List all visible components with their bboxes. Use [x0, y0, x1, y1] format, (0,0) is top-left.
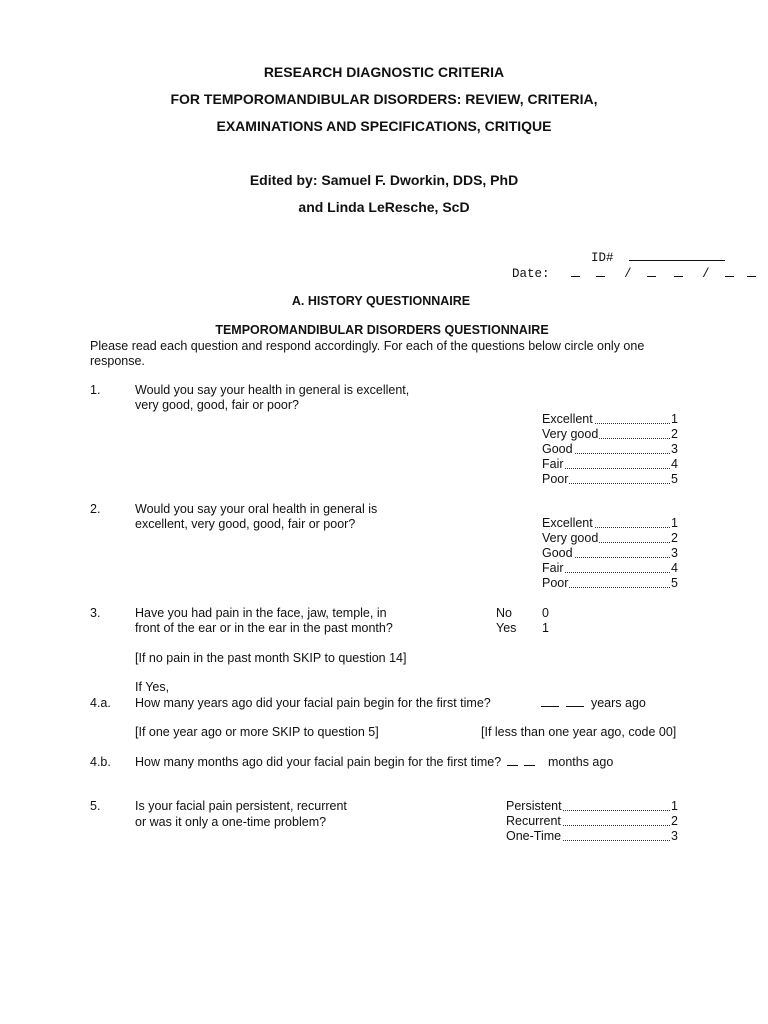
- q4a-text: How many years ago did your facial pain begin for the first time?: [135, 696, 491, 710]
- date-month-digit-1[interactable]: [571, 276, 580, 277]
- q2-option-excellent[interactable]: Excellent 1: [542, 516, 678, 530]
- q5-number: 5.: [90, 799, 101, 813]
- document-title-line-3: EXAMINATIONS AND SPECIFICATIONS, CRITIQUE: [216, 118, 552, 134]
- q4b-months-digit-2[interactable]: [524, 765, 535, 766]
- q1-number: 1.: [90, 383, 101, 397]
- date-day-digit-2[interactable]: [674, 276, 683, 277]
- q4a-years-digit-1[interactable]: [541, 706, 559, 707]
- q5-options: [506, 799, 678, 844]
- q3-yes-code: 1: [542, 621, 549, 635]
- q4b-suffix: months ago: [547, 755, 614, 769]
- section-heading: A. HISTORY QUESTIONNAIRE: [291, 294, 471, 308]
- q3-no-code: 0: [542, 606, 549, 620]
- q5-text-line-1: Is your facial pain persistent, recurrent: [135, 799, 347, 813]
- q1-option-good[interactable]: Good 3: [542, 442, 678, 456]
- date-day-digit-1[interactable]: [647, 276, 656, 277]
- id-row: [591, 251, 725, 265]
- q5-option-persistent[interactable]: Persistent 1: [506, 799, 678, 813]
- q2-option-poor[interactable]: Poor 5: [542, 576, 678, 590]
- q1-option-poor[interactable]: Poor 5: [542, 472, 678, 486]
- q4b-number: 4.b.: [90, 755, 111, 769]
- date-year-digit-1[interactable]: [725, 276, 734, 277]
- q4a-number: 4.a.: [90, 696, 111, 710]
- q2-number: 2.: [90, 502, 101, 516]
- q2-option-fair[interactable]: Fair 4: [542, 561, 678, 575]
- editors-line-1: Edited by: Samuel F. Dworkin, DDS, PhD: [249, 172, 519, 188]
- q4a-suffix: years ago: [590, 696, 646, 710]
- q4a-code-note: [If less than one year ago, code 00]: [481, 725, 677, 739]
- q3-yes-label: Yes: [496, 621, 517, 635]
- q2-options: [542, 516, 678, 591]
- q1-option-excellent[interactable]: Excellent 1: [542, 412, 678, 426]
- q1-options: [542, 412, 678, 487]
- editors-line-2: and Linda LeResche, ScD: [298, 199, 470, 215]
- q1-option-fair[interactable]: Fair 4: [542, 457, 678, 471]
- q2-option-good[interactable]: Good 3: [542, 546, 678, 560]
- q4b-answer: [507, 755, 613, 770]
- q1-option-very-good[interactable]: Very good 2: [542, 427, 678, 441]
- date-month-digit-2[interactable]: [596, 276, 605, 277]
- q4b-text: How many months ago did your facial pain begin for the first time?: [135, 755, 502, 769]
- q3-skip-note: [If no pain in the past month SKIP to question 14]: [135, 651, 407, 665]
- q5-option-recurrent[interactable]: Recurrent 2: [506, 814, 678, 828]
- q3-option-yes[interactable]: [496, 621, 516, 636]
- date-row: [512, 267, 756, 281]
- q4a-years-digit-2[interactable]: [566, 706, 584, 707]
- q4a-skip-note: [If one year ago or more SKIP to question 5]: [135, 725, 379, 739]
- q3-number: 3.: [90, 606, 101, 620]
- date-separator-1: /: [624, 267, 632, 281]
- q1-text-line-2: very good, good, fair or poor?: [135, 398, 299, 412]
- document-title-line-1: RESEARCH DIAGNOSTIC CRITERIA: [263, 64, 505, 80]
- q3-no-label: No: [496, 606, 512, 620]
- q4a-answer: [541, 696, 646, 711]
- q3-text-line-1: Have you had pain in the face, jaw, temple, in: [135, 606, 387, 620]
- date-year-digit-2[interactable]: [747, 276, 756, 277]
- q3-option-no[interactable]: [496, 606, 512, 621]
- q2-option-very-good[interactable]: Very good 2: [542, 531, 678, 545]
- instructions-line-1: Please read each question and respond accordingly. For each of the questions below circle only one: [90, 339, 645, 353]
- document-title-line-2: FOR TEMPOROMANDIBULAR DISORDERS: REVIEW, CRITERIA,: [170, 91, 598, 107]
- q4a-if-yes: If Yes,: [135, 680, 170, 694]
- q2-text-line-1: Would you say your oral health in general is: [135, 502, 378, 516]
- date-separator-2: /: [702, 267, 710, 281]
- q4b-months-digit-1[interactable]: [507, 765, 518, 766]
- section-subheading: TEMPOROMANDIBULAR DISORDERS QUESTIONNAIRE: [215, 323, 549, 337]
- date-label: Date:: [512, 267, 550, 281]
- q5-option-one-time[interactable]: One-Time 3: [506, 829, 678, 843]
- instructions-line-2: response.: [90, 354, 145, 368]
- q5-text-line-2: or was it only a one-time problem?: [135, 815, 327, 829]
- id-field[interactable]: [629, 260, 725, 261]
- id-label: ID#: [591, 251, 614, 265]
- q2-text-line-2: excellent, very good, good, fair or poor?: [135, 517, 356, 531]
- q3-text-line-2: front of the ear or in the ear in the past month?: [135, 621, 393, 635]
- q1-text-line-1: Would you say your health in general is excellent,: [135, 383, 410, 397]
